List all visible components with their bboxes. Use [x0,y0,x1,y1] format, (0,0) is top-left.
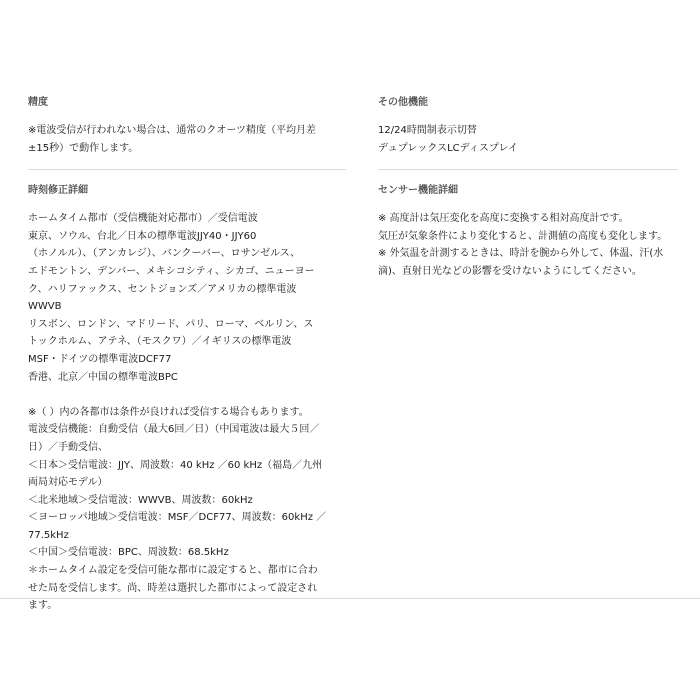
sensor-details-section [378,184,678,280]
text-line: ※電波受信が行われない場合は、通常のクオーツ精度（平均月差 [28,125,316,136]
text-line: ＜中国＞受信電波：BPC、周波数：68.5kHz [28,547,229,559]
text-line: ※ 外気温を計測するときは、時計を腕から外して、体温、汗(水 [378,248,664,260]
left-column [28,96,346,615]
text-line: 気圧が気象条件により変化すると、計測値の高度も変化します。 [378,230,668,242]
text-line: ＜日本＞受信電波：JJY、周波数：40 kHz ／60 kHz（福島／九州 [28,459,323,471]
text-line: エドモントン、デンバー、メキシコシティ、シカゴ、ニューヨー [28,265,315,277]
text-line: ※ 高度計は気圧変化を高度に変換する相対高度計です。 [378,213,629,225]
text-line: MSF・ドイツの標準電波DCF77 [28,353,172,365]
right-column [378,96,678,281]
time-correction-body [28,210,346,615]
text-line: 両局対応モデル） [28,477,108,489]
text-line: 77.5kHz [28,529,69,541]
blank-line [28,386,346,404]
text-line: ク、ハリファックス、セントジョンズ／アメリカの標準電波 [28,283,297,295]
sensor-details-title: センサー機能詳細 [378,185,458,197]
text-line: せた局を受信します。尚、時差は選択した都市によって設定され [28,582,318,594]
text-line: ホームタイム都市（受信機能対応都市）／受信電波 [28,213,258,225]
text-line: 香港、北京／中国の標準電波BPC [28,371,178,383]
other-functions-body [378,122,678,157]
text-line: WWVB [28,301,62,313]
other-functions-title: その他機能 [378,97,428,108]
text-line: 電波受信機能：自動受信（最大6回／日）（中国電波は最大５回／ [28,424,320,436]
text-line: トックホルム、アテネ、（モスクワ）／イギリスの標準電波 [28,336,292,348]
time-correction-section [28,184,346,615]
text-line: ±15秒）で動作します。 [28,142,139,154]
other-functions-section [378,96,678,157]
text-line: 滴)、直射日光などの影響を受けないようにしてください。 [378,265,642,277]
accuracy-title: 精度 [28,97,48,108]
text-line: ＊ホームタイム設定を受信可能な都市に設定すると、都市に合わ [28,565,318,577]
text-line: リスボン、ロンドン、マドリード、パリ、ローマ、ベルリン、ス [28,318,314,330]
text-line: ます。 [28,600,58,612]
text-line: （ホノルル）、（アンカレジ）、バンクーバー、ロサンゼルス、 [28,248,301,260]
text-line: 12/24時間制表示切替 [378,125,477,136]
right-divider [378,169,678,170]
sensor-details-body [378,210,678,280]
text-line: 東京、ソウル、台北／日本の標準電波JJY40・JJY60 [28,230,257,242]
bottom-divider [0,598,700,599]
text-line: ＜北米地域＞受信電波：WWVB、周波数：60kHz [28,494,253,506]
accuracy-section [28,96,346,157]
left-divider [28,169,346,170]
accuracy-body [28,122,346,157]
time-correction-title: 時刻修正詳細 [28,185,88,197]
text-line: ＜ヨーロッパ地域＞受信電波：MSF／DCF77、周波数：60kHz ／ [28,512,327,524]
text-line: ※（ ）内の各都市は条件が良ければ受信する場合もあります。 [28,406,309,418]
text-line: デュプレックスLCディスプレイ [378,142,518,154]
text-line: 日）／手動受信、 [28,441,108,453]
